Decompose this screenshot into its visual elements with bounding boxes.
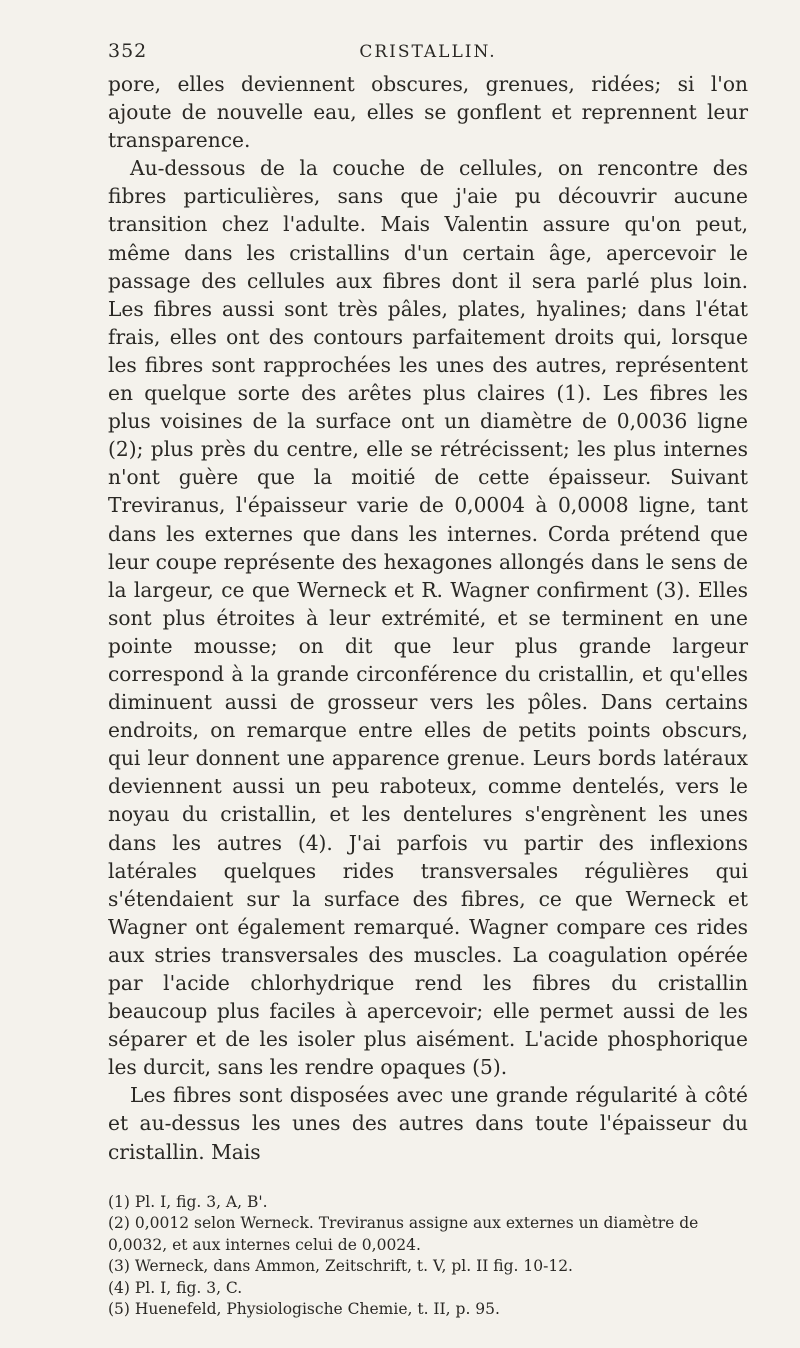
paragraph: pore, elles deviennent obscures, grenues, ridées; si l'on ajoute de nouvelle eau, elles se gonflent et reprennent leur transparence.: [108, 72, 748, 153]
footnote: (2) 0,0012 selon Werneck. Treviranus assigne aux externes un diamètre de 0,0032, et aux internes celui de 0,0024.: [108, 1214, 699, 1254]
footnote: (3) Werneck, dans Ammon, Zeitschrift, t. V, pl. II fig. 10-12.: [108, 1257, 573, 1276]
footnote: (4) Pl. I, fig. 3, C.: [108, 1278, 243, 1297]
footnotes: [108, 1192, 748, 1321]
footnote: (5) Huenefeld, Physiologische Chemie, t. II, p. 95.: [108, 1300, 500, 1319]
body-text: [108, 70, 748, 1166]
paragraph: Les fibres sont disposées avec une grande régularité à côté et au-dessus les unes des autres dans toute l'épaisseur du cristallin. Mais: [108, 1083, 748, 1164]
page-header: [108, 40, 748, 70]
paragraph: Au-dessous de la couche de cellules, on rencontre des fibres particulières, sans que j'aie pu découvrir aucune transition chez l'adulte. Mais Valentin assure qu'on peut, même dans les cristallins d'un certain âge, apercevoir le passage des cellules aux fibres dont il sera parlé plus loin. Les fibres aussi sont très pâles, plates, hyalines; dans l'état frais, elles ont des contours parfaitement droits qui, lorsque les fibres sont rapprochées les unes des autres, représentent en quelque sorte des arêtes plus claires (1). Les fibres les plus voisines de la surface ont un diamètre de 0,0036 ligne (2); plus près du centre, elle se rétrécissent; les plus internes n'ont guère que la moitié de cette épaisseur. Suivant Treviranus, l'épaisseur varie de 0,0004 à 0,0008 ligne, tant dans les externes que dans les internes. Corda prétend que leur coupe représente des hexagones allongés dans le sens de la largeur, ce que Werneck et R. Wagner confirment (3). Elles sont plus étroites à leur extrémité, et se terminent en une pointe mousse; on dit que leur plus grande largeur correspond à la grande circonférence du cristallin, et qu'elles diminuent aussi de grosseur vers les pôles. Dans certains endroits, on remarque entre elles de petits points obscurs, qui leur donnent une apparence grenue. Leurs bords latéraux deviennent aussi un peu raboteux, comme dentelés, vers le noyau du cristallin, et les dentelures s'engrènent les unes dans les autres (4). J'ai parfois vu partir des inflexions latérales quelques rides transversales régulières qui s'étendaient sur la surface des fibres, ce que Werneck et Wagner ont également remarqué. Wagner compare ces rides aux stries transversales des muscles. La coagulation opérée par l'acide chlorhydrique rend les fibres du cristallin beaucoup plus faciles à apercevoir; elle permet aussi de les séparer et de les isoler plus aisément. L'acide phosphorique les durcit, sans les rendre opaques (5).: [108, 156, 748, 1080]
running-title: CRISTALLIN.: [359, 42, 497, 62]
footnote: (1) Pl. I, fig. 3, A, B'.: [108, 1192, 268, 1211]
page-number: 352: [108, 40, 148, 62]
